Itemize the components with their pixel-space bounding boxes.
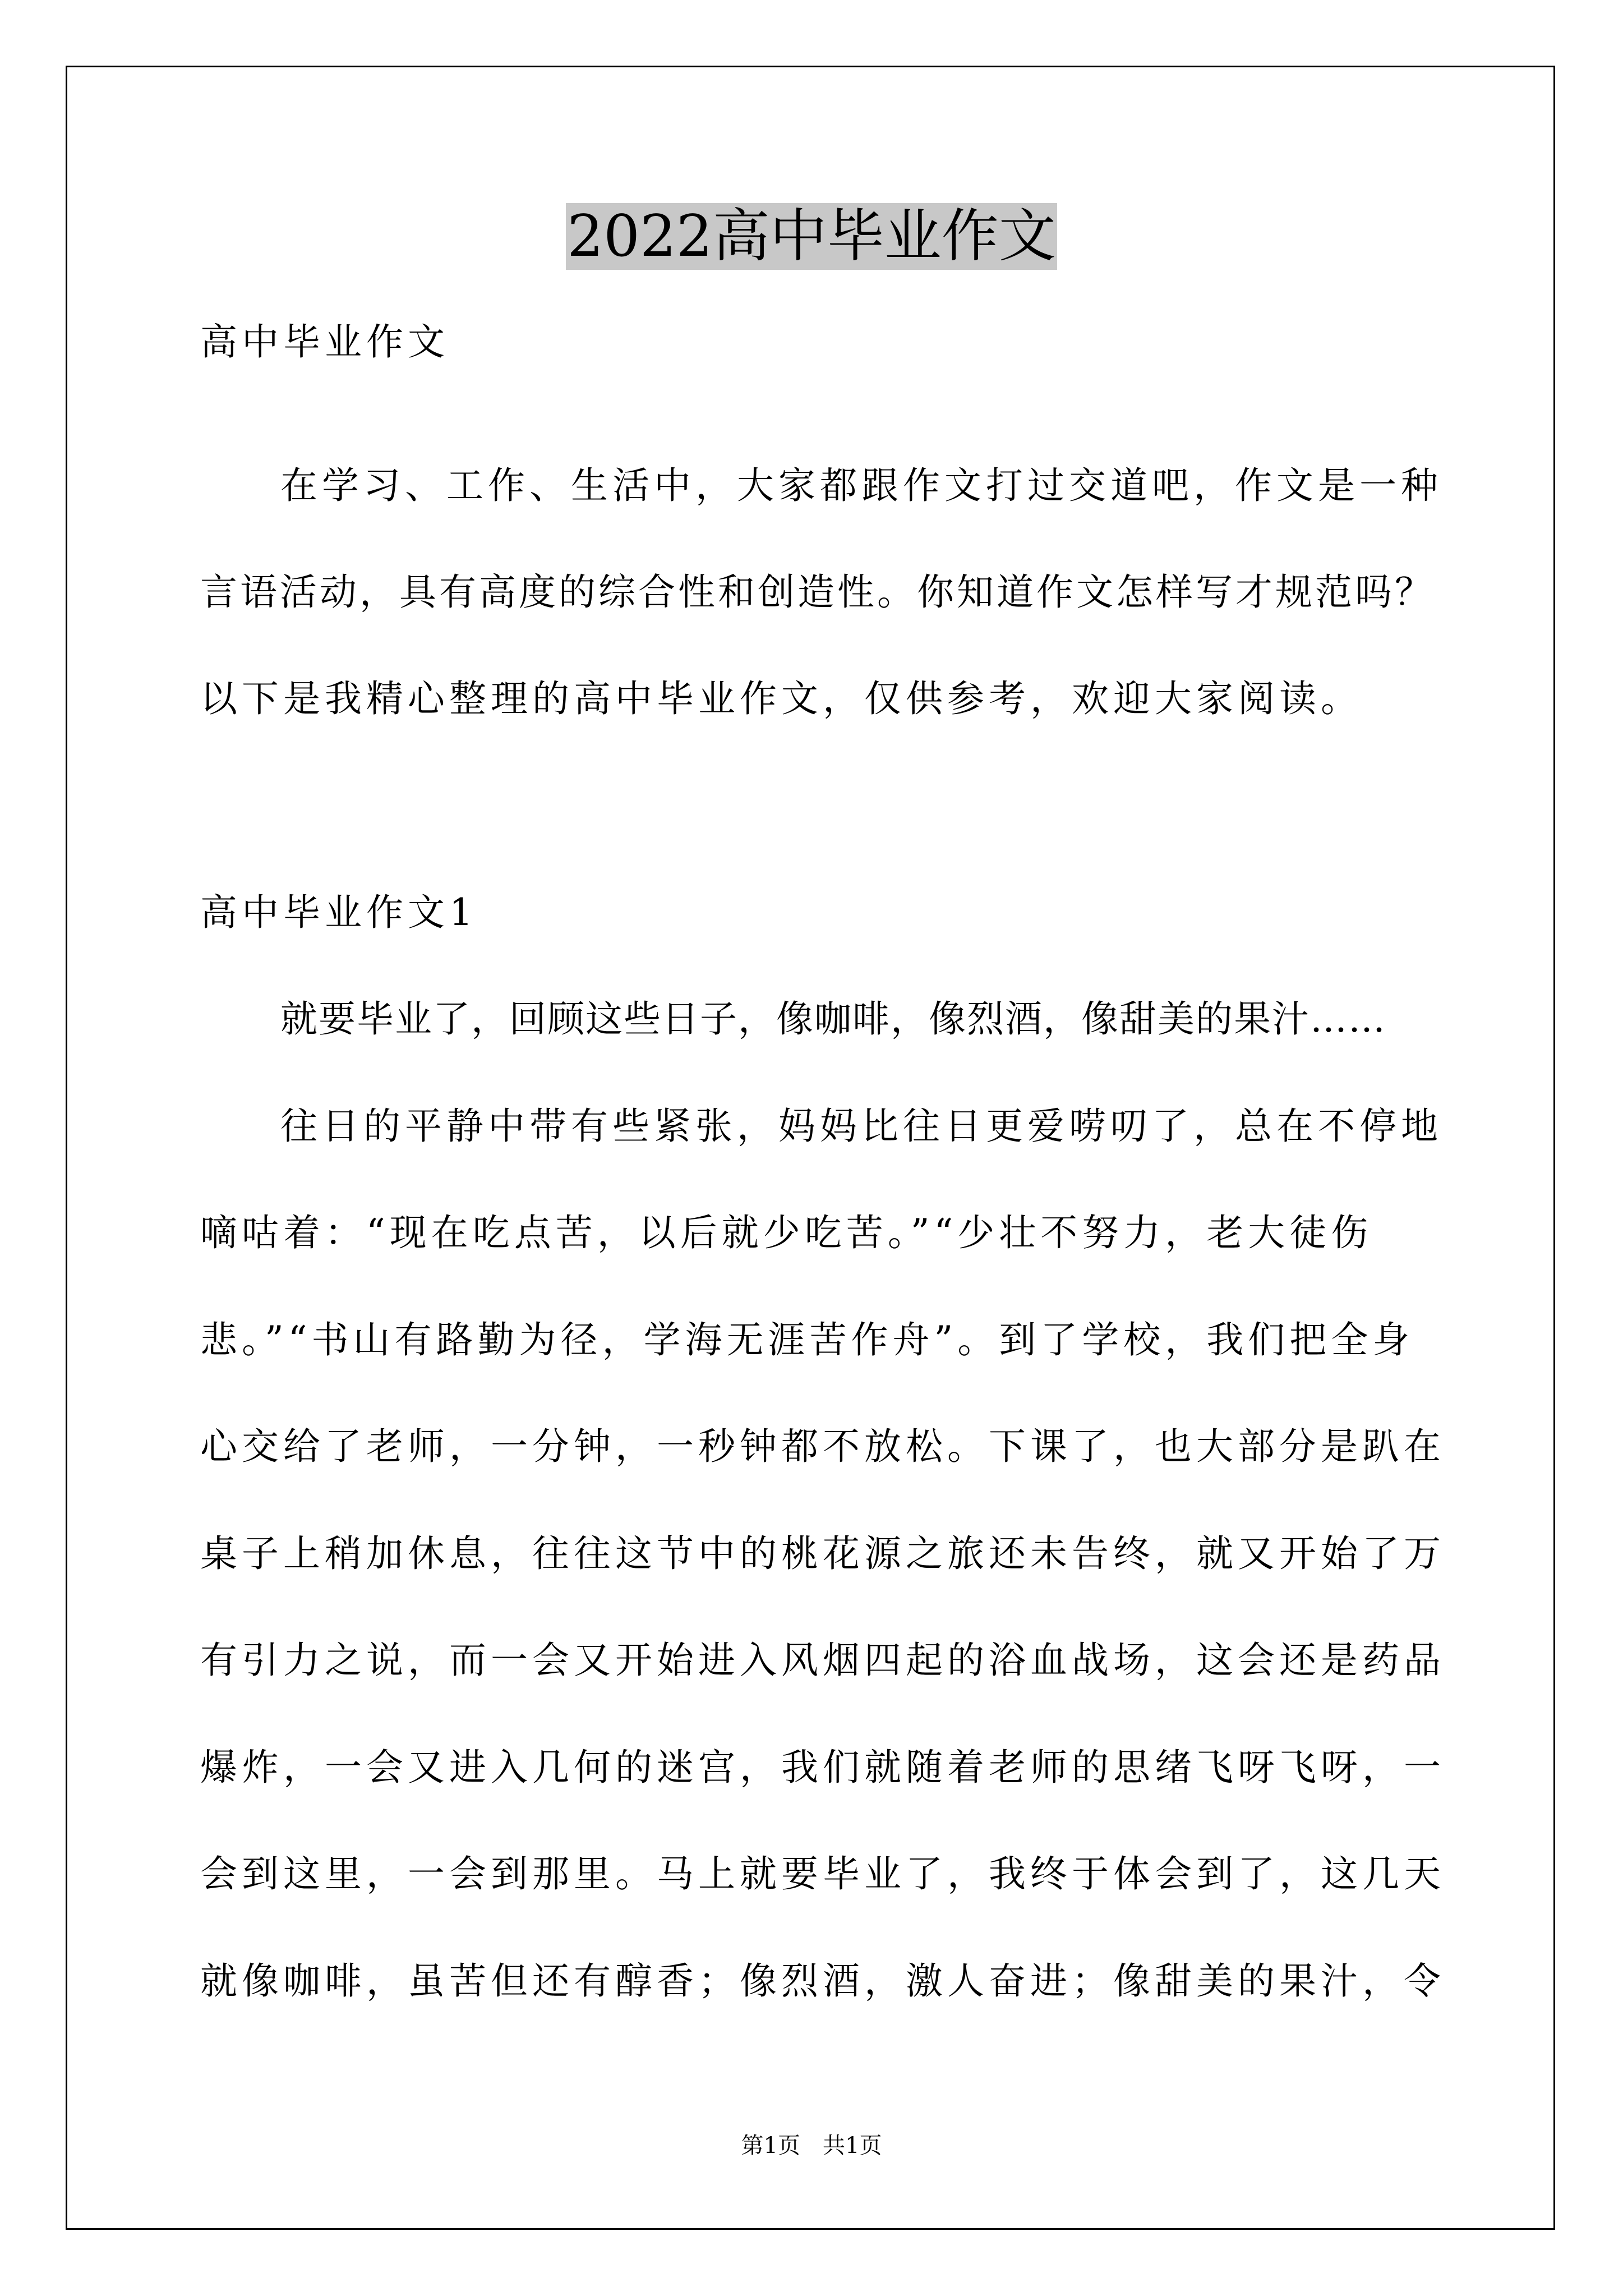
paragraph-line: 会到这里，一会到那里。马上就要毕业了，我终于体会到了，这几天 (200, 1852, 1445, 1895)
section-heading: 高中毕业作文1 (200, 891, 477, 934)
paragraph-line: 往日的平静中带有些紧张，妈妈比往日更爱唠叨了，总在不停地 (280, 1105, 1442, 1148)
paragraph-line: 桌子上稍加休息，往往这节中的桃花源之旅还未告终，就又开始了万 (200, 1532, 1445, 1575)
paragraph-line: 言语活动，具有高度的综合性和创造性。你知道作文怎样写才规范吗？ (200, 570, 1435, 614)
paragraph-line: 爆炸，一会又进入几何的迷宫，我们就随着老师的思绪飞呀飞呀，一 (200, 1746, 1445, 1789)
page-footer: 第1页 共1页 (741, 2133, 882, 2159)
paragraph-line: 嘀咕着：“现在吃点苦，以后就少吃苦。”“少壮不努力，老大徒伤 (200, 1211, 1373, 1254)
paragraph-line: 悲。”“书山有路勤为径，学海无涯苦作舟”。到了学校，我们把全身 (200, 1318, 1414, 1361)
paragraph-line: 心交给了老师，一分钟，一秒钟都不放松。下课了，也大部分是趴在 (200, 1425, 1445, 1468)
paragraph-line: 以下是我精心整理的高中毕业作文，仅供参考，欢迎大家阅读。 (200, 677, 1362, 720)
document-title (0, 197, 1623, 276)
document-title-text: 2022高中毕业作文 (567, 203, 1056, 270)
paragraph-line: 就要毕业了，回顾这些日子，像咖啡，像烈酒，像甜美的果汁…… (280, 997, 1386, 1041)
section-heading: 高中毕业作文 (200, 320, 449, 364)
paragraph-line: 就像咖啡，虽苦但还有醇香；像烈酒，激人奋进；像甜美的果汁，令 (200, 1959, 1445, 2003)
paragraph-line: 有引力之说，而一会又开始进入风烟四起的浴血战场，这会还是药品 (200, 1639, 1445, 1682)
paragraph-line: 在学习、工作、生活中，大家都跟作文打过交道吧，作文是一种 (280, 464, 1442, 507)
